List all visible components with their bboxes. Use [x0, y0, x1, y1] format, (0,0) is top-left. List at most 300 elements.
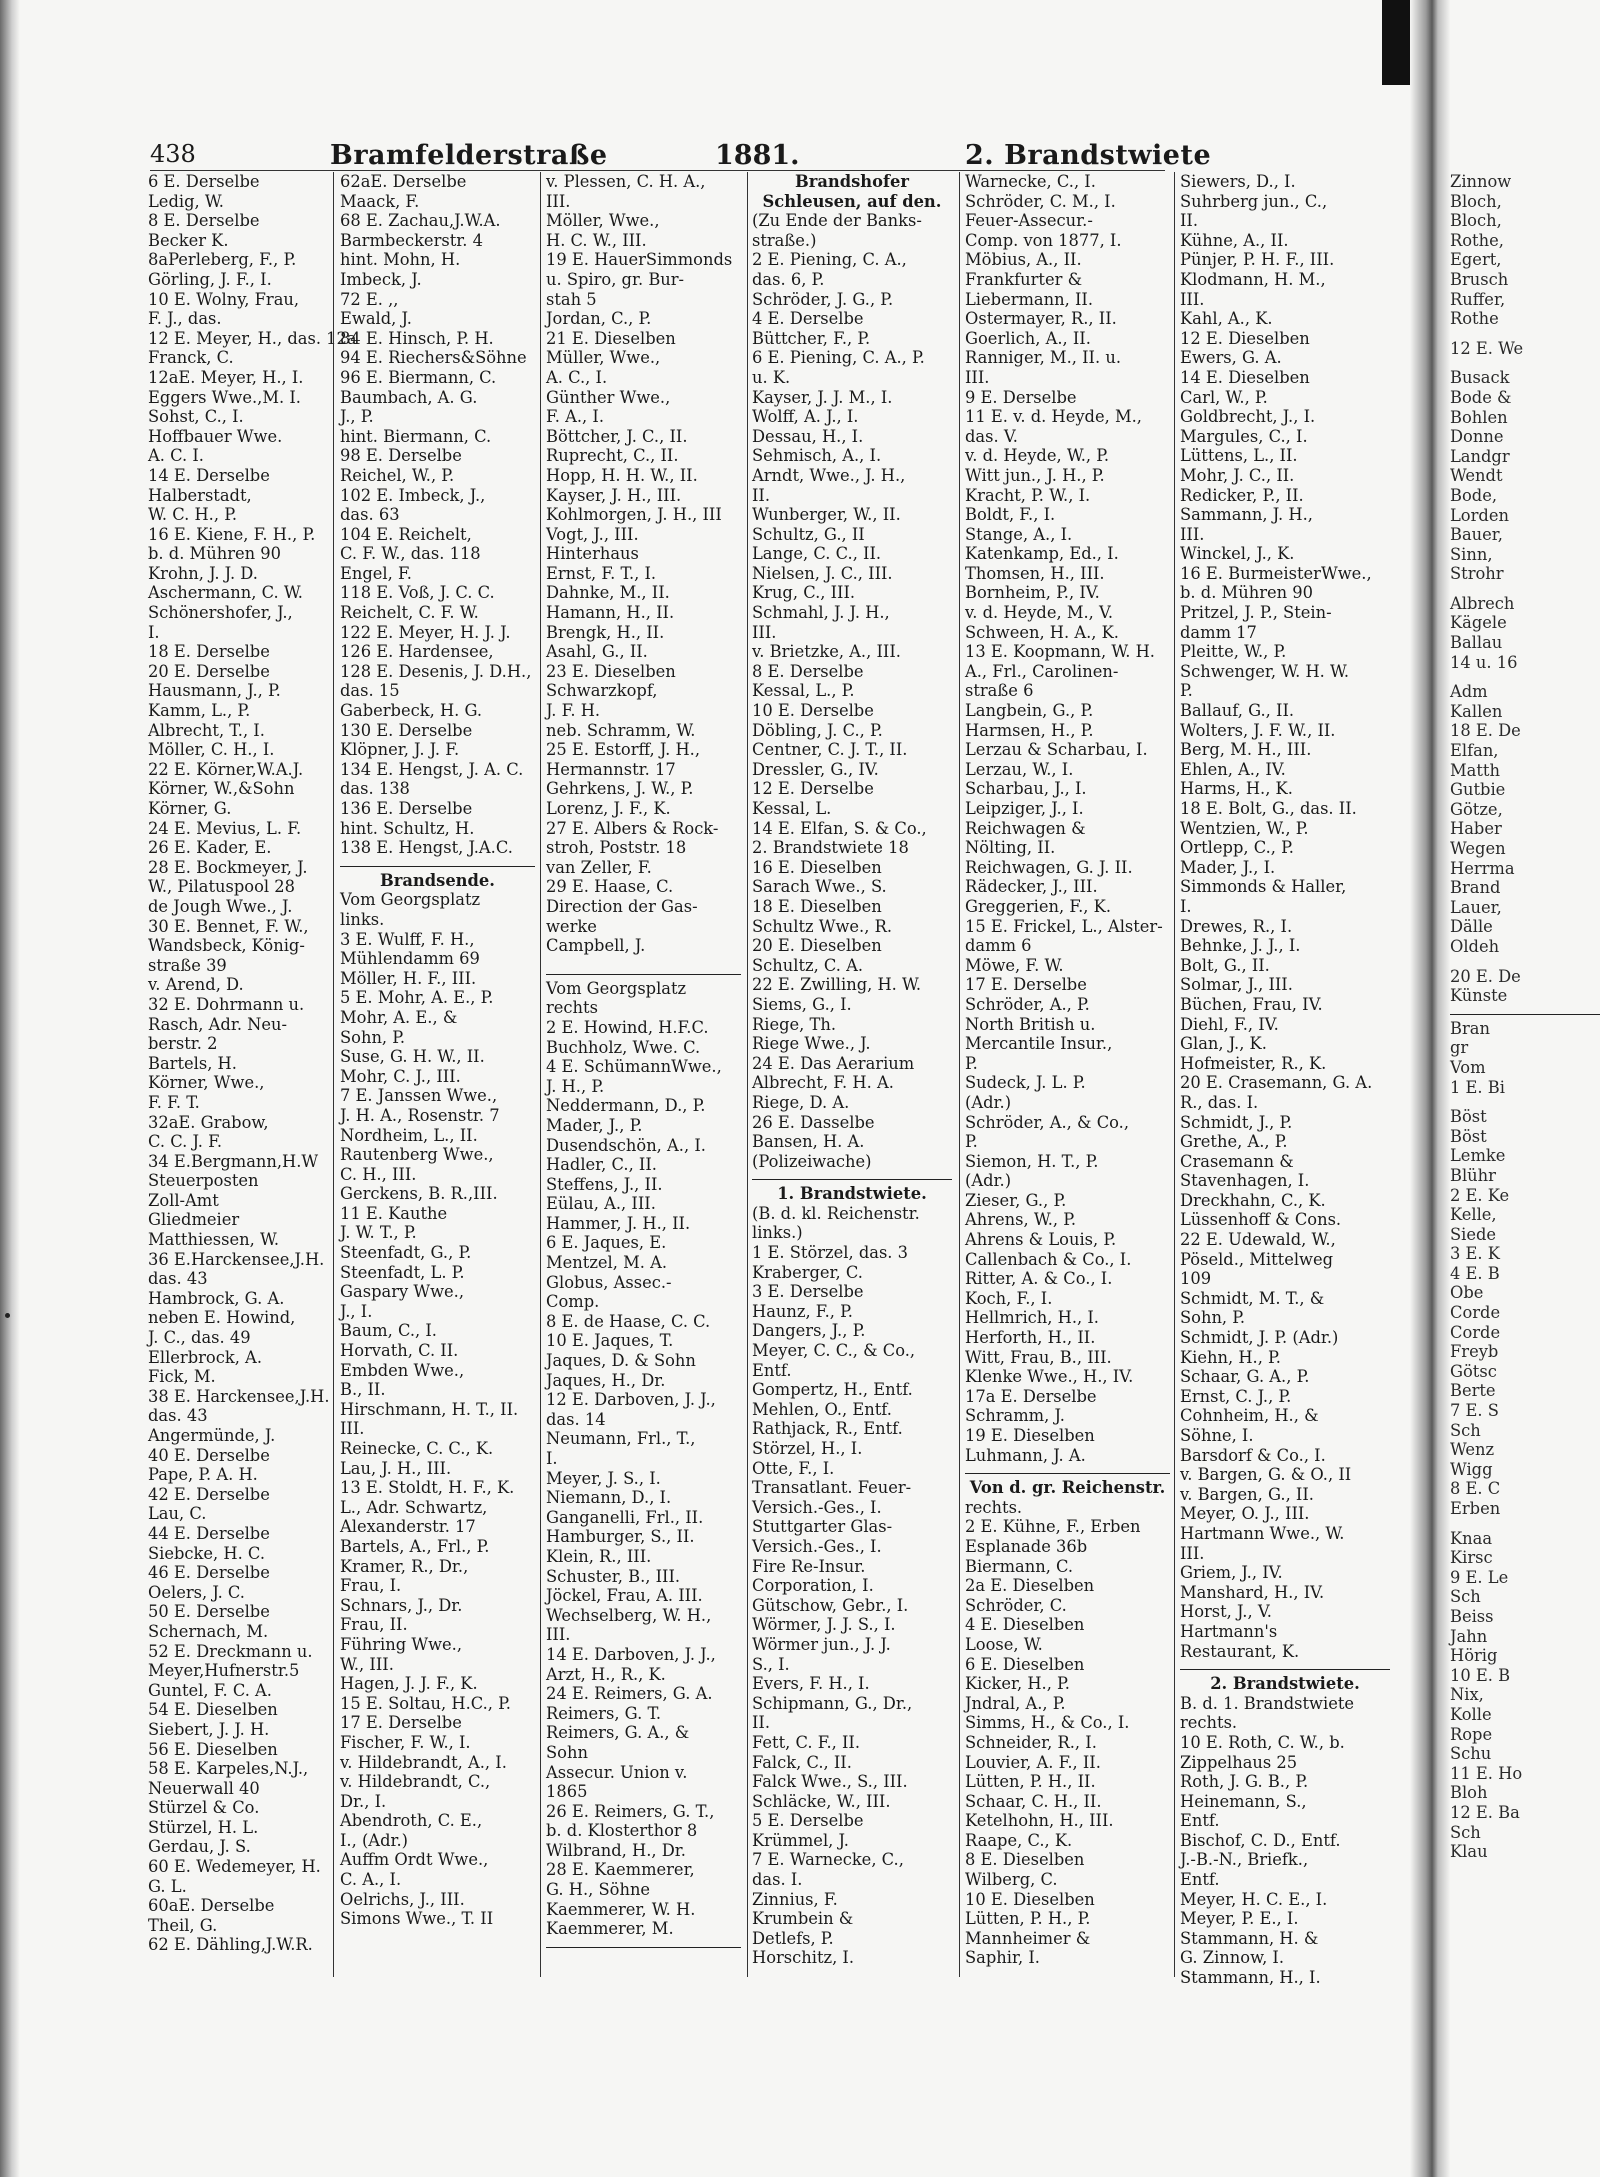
directory-entry: das. 15	[340, 681, 400, 701]
directory-entry: 2 E. Piening, C. A.,	[752, 250, 907, 270]
directory-entry: rechts	[546, 998, 598, 1018]
directory-entry: Harms, H., K.	[1180, 779, 1293, 799]
directory-entry: Wechselberg, W. H.,	[546, 1605, 712, 1625]
directory-entry: 13 E. Koopmann, W. H.	[965, 642, 1155, 662]
directory-entry: Lüssenhoff & Cons.	[1180, 1210, 1342, 1230]
directory-entry: Müller, Wwe.,	[546, 348, 661, 368]
directory-entry: Reimers, G. A., &	[546, 1723, 690, 1743]
directory-entry: Mannheimer &	[965, 1928, 1091, 1948]
directory-entry: Albrech	[1450, 593, 1515, 613]
directory-entry: Glan, J., K.	[1180, 1034, 1267, 1054]
directory-entry: 26 E. Reimers, G. T.,	[546, 1801, 715, 1821]
directory-entry: 15 E. Soltau, H.C., P.	[340, 1693, 511, 1713]
spacer	[546, 956, 741, 966]
directory-entry: Gutbie	[1450, 780, 1506, 800]
directory-entry: Meyer, H. C. E., I.	[1180, 1889, 1328, 1909]
directory-entry: Hammer, J. H., II.	[546, 1213, 691, 1233]
directory-entry: Fischer, F. W., I.	[340, 1732, 471, 1752]
year-heading: 1881.	[715, 140, 800, 171]
directory-entry: Hellmrich, H., I.	[965, 1308, 1099, 1328]
directory-entry: Gliedmeier	[148, 1210, 240, 1230]
directory-entry: Entf.	[752, 1360, 792, 1380]
directory-entry: Krug, C., III.	[752, 583, 856, 603]
directory-entry: Suhrberg jun., C.,	[1180, 191, 1328, 211]
directory-entry: Roth, J. G. B., P.	[1180, 1772, 1309, 1792]
directory-entry: Krohn, J. J. D.	[148, 563, 258, 583]
directory-entry: Busack	[1450, 368, 1510, 388]
directory-entry: Lerzau, W., I.	[965, 759, 1074, 779]
directory-entry: Krumbein &	[752, 1909, 854, 1929]
spacer	[1450, 329, 1600, 339]
directory-entry: Ewald, J.	[340, 309, 412, 329]
directory-entry: Landgr	[1450, 446, 1510, 466]
directory-entry: 128 E. Desenis, J. D.H.,	[340, 661, 532, 681]
directory-entry: Brand	[1450, 878, 1501, 898]
directory-entry: 96 E. Biermann, C.	[340, 367, 497, 387]
directory-entry: 1865	[546, 1782, 588, 1802]
directory-entry: 122 E. Meyer, H. J. J.	[340, 622, 511, 642]
speck-mark	[5, 1313, 10, 1318]
directory-entry: 2 E. Howind, H.F.C.	[546, 1017, 709, 1037]
directory-entry: C. C. J. F.	[148, 1132, 223, 1152]
directory-entry: Kühne, A., II.	[1180, 230, 1289, 250]
directory-entry: Schneider, R., I.	[965, 1732, 1097, 1752]
directory-entry: Lauer,	[1450, 897, 1502, 917]
directory-entry: Lau, C.	[148, 1504, 207, 1524]
directory-entry: Siede	[1450, 1224, 1497, 1244]
directory-entry: J., I.	[340, 1301, 373, 1321]
directory-entry: Schröder, A., P.	[965, 994, 1090, 1014]
directory-entry: Halberstadt,	[148, 485, 252, 505]
spacer	[1450, 1097, 1600, 1107]
directory-entry: Horschitz, I.	[752, 1948, 855, 1968]
section-heading: Von d. gr. Reichenstr.	[969, 1478, 1166, 1498]
directory-entry: v. Plessen, C. H. A.,	[546, 172, 706, 191]
directory-entry: Freyb	[1450, 1342, 1499, 1362]
directory-entry: Langbein, G., P.	[965, 701, 1094, 721]
directory-entry: Bischof, C. D., Entf.	[1180, 1830, 1341, 1850]
directory-entry: Steenfadt, L. P.	[340, 1262, 465, 1282]
directory-entry: Mader, J., P.	[546, 1115, 643, 1135]
directory-entry: 94 E. Riechers&Söhne	[340, 348, 527, 368]
directory-entry: 26 E. Dasselbe	[752, 1112, 875, 1132]
directory-entry: 134 E. Hengst, J. A. C.	[340, 759, 524, 779]
directory-entry: Alexanderstr. 17	[340, 1517, 476, 1537]
directory-entry: Wegen	[1450, 839, 1506, 858]
directory-entry: Ruprecht, C., II.	[546, 446, 679, 466]
column-5	[965, 172, 1170, 1968]
directory-entry: Strohr	[1450, 564, 1504, 584]
directory-entry: Sohn, P.	[1180, 1308, 1246, 1328]
column-divider	[959, 172, 960, 1977]
directory-entry: (Polizeiwache)	[752, 1151, 872, 1171]
directory-entry: Brengk, H., II.	[546, 622, 665, 642]
directory-entry: Ernst, F. T., I.	[546, 563, 657, 583]
directory-entry: Stuttgarter Glas-	[752, 1517, 893, 1537]
directory-entry: Siemon, H. T., P.	[965, 1151, 1099, 1171]
directory-entry: hint. Biermann, C.	[340, 426, 492, 446]
directory-entry: Horst, J., V.	[1180, 1602, 1272, 1622]
directory-entry: Buchholz, Wwe. C.	[546, 1037, 701, 1057]
directory-entry: Neumann, Frl., T.,	[546, 1429, 696, 1449]
directory-entry: Hinterhaus	[546, 544, 639, 564]
directory-entry: Mohr, C. J., III.	[340, 1066, 461, 1086]
directory-entry: Greggerien, F., K.	[965, 896, 1111, 916]
directory-entry: Söhne, I.	[1180, 1426, 1254, 1445]
directory-entry: 21 E. Dieselben	[546, 328, 676, 348]
section-heading: Brandsende.	[380, 870, 495, 890]
directory-entry: Steuerposten	[148, 1171, 259, 1191]
directory-entry: 46 E. Derselbe	[148, 1563, 270, 1583]
directory-entry: Schwarzkopf,	[546, 681, 658, 701]
directory-entry: Pritzel, J. P., Stein-	[1180, 603, 1332, 623]
directory-entry: Klein, R., III.	[546, 1546, 652, 1566]
directory-entry: (Zu Ende der Banks-	[752, 211, 922, 231]
directory-entry: damm 6	[965, 936, 1032, 956]
directory-entry: links.)	[752, 1223, 803, 1243]
directory-entry: Hirschmann, H. T., II.	[340, 1399, 519, 1419]
directory-entry: Mader, J., I.	[1180, 857, 1276, 877]
directory-entry: Sudeck, J. L. P.	[965, 1073, 1086, 1093]
directory-entry: 3 E. K	[1450, 1244, 1500, 1264]
directory-entry: III.	[1180, 289, 1205, 309]
directory-entry: Detlefs, P.	[752, 1928, 834, 1948]
directory-entry: Görling, J. F., I.	[148, 269, 272, 289]
directory-entry: 5 E. Derselbe	[752, 1811, 864, 1831]
directory-entry: 3 E. Wulff, F. H.,	[340, 929, 475, 949]
directory-entry: Kaemmerer, W. H.	[546, 1899, 696, 1919]
directory-entry: straße.)	[752, 230, 817, 250]
directory-entry: 16 E. BurmeisterWwe.,	[1180, 563, 1372, 583]
directory-entry: 44 E. Derselbe	[148, 1523, 270, 1543]
directory-entry: Wilbrand, H., Dr.	[546, 1840, 686, 1860]
directory-entry: 118 E. Voß, J. C. C.	[340, 583, 495, 603]
section-heading: 1. Brandstwiete.	[777, 1184, 927, 1204]
directory-entry: Egert,	[1450, 250, 1502, 270]
left-street-heading: Bramfelderstraße	[330, 140, 608, 171]
directory-entry: Rathjack, R., Entf.	[752, 1419, 903, 1439]
directory-entry: Kaemmerer, M.	[546, 1919, 674, 1939]
directory-entry: L., Adr. Schwartz,	[340, 1497, 488, 1517]
directory-entry: Wendt	[1450, 466, 1503, 486]
section-heading: Brandshofer	[795, 172, 909, 191]
directory-entry: Schnars, J., Dr.	[340, 1595, 463, 1615]
directory-entry: Baumbach, A. G.	[340, 387, 478, 407]
directory-entry: Meyer, J. S., I.	[546, 1468, 661, 1488]
directory-entry: Asahl, G., II.	[546, 642, 648, 662]
directory-entry: 20 E. Crasemann, G. A.	[1180, 1073, 1373, 1093]
directory-entry: Reichwagen, G. J. II.	[965, 857, 1133, 877]
directory-entry: Adm	[1450, 682, 1488, 702]
directory-entry: Arzt, H., R., K.	[546, 1664, 666, 1684]
directory-entry: P.	[965, 1053, 978, 1073]
directory-entry: Simms, H., & Co., I.	[965, 1713, 1130, 1733]
directory-entry: Schröder, C.	[965, 1595, 1067, 1615]
directory-entry: Kracht, P. W., I.	[965, 485, 1091, 505]
directory-entry: 30 E. Bennet, F. W.,	[148, 916, 309, 936]
directory-entry: F. F. T.	[148, 1092, 200, 1112]
directory-entry: Pleitte, W., P.	[1180, 642, 1287, 662]
directory-entry: 18 E. Derselbe	[148, 642, 270, 662]
directory-entry: Baum, C., I.	[340, 1321, 437, 1341]
directory-entry: Margules, C., I.	[1180, 426, 1308, 446]
directory-entry: Otte, F., I.	[752, 1458, 835, 1478]
directory-entry: 20 E. De	[1450, 966, 1521, 986]
directory-entry: 12 E. Meyer, H., das. 12a	[148, 328, 357, 348]
directory-entry: straße 6	[965, 681, 1034, 701]
directory-entry: 13 E. Stoldt, H. F., K.	[340, 1478, 515, 1498]
directory-entry: 7 E. S	[1450, 1401, 1499, 1421]
directory-entry: 28 E. Bockmeyer, J.	[148, 857, 308, 877]
directory-entry: Pünjer, P. H. F., III.	[1180, 250, 1335, 270]
directory-entry: 38 E. Harckensee,J.H.	[148, 1386, 330, 1406]
directory-entry: Falck Wwe., S., III.	[752, 1772, 908, 1792]
directory-entry: Sinn,	[1450, 544, 1493, 564]
directory-entry: Ewers, G. A.	[1180, 348, 1282, 368]
directory-entry: G. H., Söhne	[546, 1880, 651, 1900]
directory-entry: Hartmann's	[1180, 1621, 1278, 1641]
directory-entry: Stürzel, H. L.	[148, 1817, 259, 1837]
directory-entry: Siebcke, H. C.	[148, 1543, 265, 1563]
directory-entry: Möwe, F. W.	[965, 955, 1064, 975]
directory-entry: 16 E. Kiene, F. H., P.	[148, 524, 316, 544]
directory-entry: Kramer, R., Dr.,	[340, 1556, 469, 1576]
directory-entry: Lau, J. H., III.	[340, 1458, 452, 1478]
directory-entry: Lorden	[1450, 505, 1509, 525]
directory-entry: Witt, Frau, B., III.	[965, 1347, 1112, 1367]
directory-entry: 17 E. Derselbe	[340, 1713, 462, 1733]
directory-entry: Sammann, J. H.,	[1180, 505, 1313, 525]
directory-entry: Ostermayer, R., II.	[965, 309, 1117, 329]
directory-entry: Griem, J., IV.	[1180, 1563, 1283, 1583]
directory-entry: Wunberger, W., II.	[752, 505, 901, 525]
directory-entry: Goldbrecht, J., I.	[1180, 407, 1316, 427]
directory-entry: 32 E. Dohrmann u.	[148, 994, 305, 1014]
directory-entry: Hartmann Wwe., W.	[1180, 1523, 1345, 1543]
directory-entry: III.	[340, 1419, 365, 1439]
directory-entry: Bloh	[1450, 1783, 1488, 1803]
directory-entry: Heinemann, S.,	[1180, 1791, 1307, 1811]
directory-entry: Hermannstr. 17	[546, 759, 676, 779]
directory-entry: 10 E. Wolny, Frau,	[148, 289, 300, 309]
directory-entry: I.	[1180, 896, 1192, 916]
directory-entry: Schramm, J.	[965, 1406, 1065, 1426]
directory-entry: Rasch, Adr. Neu-	[148, 1014, 288, 1034]
directory-entry: Barsdorf & Co., I.	[1180, 1445, 1326, 1465]
directory-entry: Klenke Wwe., H., IV.	[965, 1367, 1134, 1387]
directory-entry: Riege, Th.	[752, 1014, 837, 1034]
directory-entry: Schmidt, M. T., &	[1180, 1288, 1325, 1308]
directory-entry: Harmsen, H., P.	[965, 720, 1094, 740]
directory-entry: Bolt, G., II.	[1180, 955, 1270, 975]
directory-entry: Reimers, G. T.	[546, 1703, 662, 1723]
directory-entry: 62 E. Dähling,J.W.R.	[148, 1935, 313, 1955]
directory-entry: Kallen	[1450, 701, 1503, 721]
directory-entry: 138 E. Hengst, J.A.C.	[340, 838, 513, 858]
directory-entry: Reichel, W., P.	[340, 465, 455, 485]
directory-entry: Hamann, H., II.	[546, 603, 675, 623]
directory-entry: Engel, F.	[340, 563, 412, 583]
directory-entry: 50 E. Derselbe	[148, 1602, 270, 1622]
directory-entry: 14 E. Dieselben	[1180, 367, 1310, 387]
directory-entry: Ernst, C. J., P.	[1180, 1386, 1292, 1406]
directory-entry: 10 E. Roth, C. W., b.	[1180, 1732, 1345, 1752]
directory-entry: 14 E. Derselbe	[148, 465, 270, 485]
directory-entry: 26 E. Kader, E.	[148, 838, 272, 858]
directory-entry: stah 5	[546, 289, 597, 309]
directory-entry: 8 E. Derselbe	[148, 211, 260, 231]
directory-entry: Louvier, A. F., II.	[965, 1752, 1101, 1772]
directory-entry: Möller, Wwe.,	[546, 211, 660, 231]
directory-entry: Fett, C. F., II.	[752, 1732, 861, 1752]
page-binding-edge	[0, 0, 20, 2177]
directory-entry: das. 43	[148, 1406, 208, 1426]
directory-entry: (Adr.)	[965, 1171, 1012, 1191]
directory-entry: v. Hildebrandt, C.,	[340, 1772, 491, 1792]
directory-entry: Zinnow	[1450, 172, 1512, 191]
directory-entry: Feuer-Assecur.-	[965, 211, 1093, 231]
directory-entry: Esplanade 36b	[965, 1536, 1088, 1556]
directory-entry: Knaa	[1450, 1528, 1493, 1548]
directory-entry: 9 E. Derselbe	[965, 387, 1077, 407]
directory-entry: Siebert, J. J. H.	[148, 1719, 270, 1739]
directory-entry: Zinnius, F.	[752, 1889, 838, 1909]
directory-entry: Wörmer jun., J. J.	[752, 1634, 891, 1654]
directory-entry: Ortlepp, C., P.	[1180, 838, 1294, 858]
directory-entry: Katenkamp, Ed., I.	[965, 544, 1119, 564]
directory-entry: Mehlen, O., Entf.	[752, 1399, 892, 1419]
directory-entry: Frau, I.	[340, 1576, 402, 1596]
directory-entry: II.	[752, 1713, 771, 1733]
directory-entry: Hambrock, G. A.	[148, 1288, 285, 1308]
directory-entry: Gaspary Wwe.,	[340, 1282, 465, 1302]
directory-entry: Corde	[1450, 1322, 1501, 1342]
directory-entry: 3 E. Derselbe	[752, 1282, 864, 1302]
directory-entry: Wörmer, J. J. S., I.	[752, 1615, 896, 1635]
directory-entry: 19 E. Dieselben	[965, 1426, 1095, 1445]
directory-entry: Gehrkens, J. W., P.	[546, 779, 694, 799]
directory-entry: W. C. H., P.	[148, 505, 238, 525]
directory-entry: Stavenhagen, I.	[1180, 1171, 1310, 1191]
directory-entry: C. H., III.	[340, 1164, 417, 1184]
directory-entry: Leipziger, J., I.	[965, 799, 1084, 818]
directory-entry: 22 E. Udewald, W.,	[1180, 1230, 1336, 1250]
directory-entry: 16 E. Dieselben	[752, 857, 882, 877]
directory-entry: 1 E. Störzel, das. 3	[752, 1243, 909, 1263]
directory-entry: Bornheim, P., IV.	[965, 583, 1100, 603]
directory-entry: Oldeh	[1450, 936, 1500, 956]
directory-entry: 2 E. Ke	[1450, 1185, 1510, 1205]
directory-entry: 4 E. B	[1450, 1263, 1500, 1283]
directory-entry: Callenbach & Co., I.	[965, 1249, 1132, 1269]
directory-entry: Gompertz, H., Entf.	[752, 1380, 913, 1400]
spacer	[1450, 584, 1600, 594]
directory-entry: Franck, C.	[148, 348, 234, 368]
directory-entry: 12 E. Dieselben	[1180, 328, 1310, 348]
directory-entry: Ganganelli, Frl., II.	[546, 1507, 704, 1527]
directory-entry: Oelrichs, J., III.	[340, 1889, 465, 1909]
directory-entry: Ballau	[1450, 633, 1503, 653]
directory-entry: Albrecht, F. H. A.	[752, 1073, 894, 1093]
directory-entry: 6 E. Jaques, E.	[546, 1233, 667, 1253]
directory-entry: H. C. W., III.	[546, 230, 647, 250]
directory-entry: C. A., I.	[340, 1870, 402, 1890]
directory-entry: Thomsen, H., III.	[965, 563, 1105, 583]
directory-entry: 8 E. C	[1450, 1479, 1501, 1499]
directory-entry: Lütten, P. H., P.	[965, 1909, 1091, 1929]
directory-entry: B. d. 1. Brandstwiete	[1180, 1693, 1355, 1713]
directory-entry: 136 E. Derselbe	[340, 799, 473, 818]
directory-entry: 60aE. Derselbe	[148, 1896, 275, 1916]
directory-entry: das. V.	[965, 426, 1018, 446]
directory-entry: Gerdau, J. S.	[148, 1837, 251, 1857]
directory-entry: Riege, D. A.	[752, 1092, 850, 1112]
directory-entry: Wentzien, W., P.	[1180, 818, 1309, 838]
directory-entry: Comp. von 1877, I.	[965, 230, 1122, 250]
directory-entry: v. Bargen, G. & O., II	[1180, 1465, 1352, 1485]
directory-entry: Raape, C., K.	[965, 1830, 1073, 1850]
directory-entry: Versich.-Ges., I.	[752, 1536, 882, 1556]
directory-entry: Wolff, A. J., I.	[752, 407, 859, 427]
directory-entry: v. Brietzke, A., III.	[752, 642, 901, 662]
directory-entry: Nielsen, J. C., III.	[752, 563, 893, 583]
directory-entry: Rothe	[1450, 309, 1499, 329]
directory-entry: 8aPerleberg, F., P.	[148, 250, 297, 270]
directory-entry: Haunz, F., P.	[752, 1301, 853, 1321]
spacer	[1450, 1519, 1600, 1529]
directory-entry: Jordan, C., P.	[546, 309, 652, 329]
directory-entry: 98 E. Derselbe	[340, 446, 462, 466]
directory-entry: Ehlen, A., IV.	[1180, 759, 1286, 779]
directory-entry: Simons Wwe., T. II	[340, 1909, 494, 1929]
directory-entry: 22 E. Körner,W.A.J.	[148, 759, 304, 779]
directory-entry: Sch	[1450, 1822, 1481, 1842]
directory-entry: Stammann, H. &	[1180, 1928, 1319, 1948]
directory-entry: Kohlmorgen, J. H., III	[546, 505, 722, 525]
directory-entry: Böttcher, J. C., II.	[546, 426, 688, 446]
directory-entry: 29 E. Haase, C.	[546, 877, 674, 897]
directory-entry: Lerzau & Scharbau, I.	[965, 740, 1148, 760]
directory-entry: 36 E.Harckensee,J.H.	[148, 1249, 325, 1269]
directory-entry: 126 E. Hardensee,	[340, 642, 494, 662]
directory-entry: Wandsbeck, König-	[148, 936, 305, 956]
directory-entry: 6 E. Piening, C. A., P.	[752, 348, 925, 368]
section-rule	[546, 966, 741, 975]
directory-entry: Bloch,	[1450, 191, 1502, 211]
directory-entry: 22 E. Zwilling, H. W.	[752, 975, 922, 995]
section-rule	[1450, 1006, 1600, 1015]
directory-entry: Reinecke, C. C., K.	[340, 1439, 494, 1458]
directory-entry: Herforth, H., II.	[965, 1328, 1096, 1348]
directory-entry: v. Hildebrandt, A., I.	[340, 1752, 507, 1772]
directory-entry: neben E. Howind,	[148, 1308, 296, 1328]
directory-entry: Rädecker, J., III.	[965, 877, 1098, 897]
directory-entry: 12 E. Ba	[1450, 1802, 1520, 1822]
directory-entry: III.	[546, 191, 571, 211]
directory-entry: 32aE. Grabow,	[148, 1112, 269, 1132]
directory-entry: 18 E. Dieselben	[752, 896, 882, 916]
directory-entry: 5 E. Mohr, A. E., P.	[340, 988, 494, 1008]
directory-entry: Warnecke, C., I.	[965, 172, 1096, 191]
directory-entry: Schmahl, J. J. H.,	[752, 603, 890, 623]
directory-entry: Herrma	[1450, 858, 1515, 878]
directory-entry: F. A., I.	[546, 407, 605, 427]
directory-entry: v. Arend, D.	[148, 975, 244, 995]
column-divider	[333, 172, 334, 1977]
directory-entry: Steffens, J., II.	[546, 1174, 663, 1194]
directory-entry: 9 E. Le	[1450, 1567, 1509, 1587]
directory-entry: Embden Wwe.,	[340, 1360, 465, 1380]
